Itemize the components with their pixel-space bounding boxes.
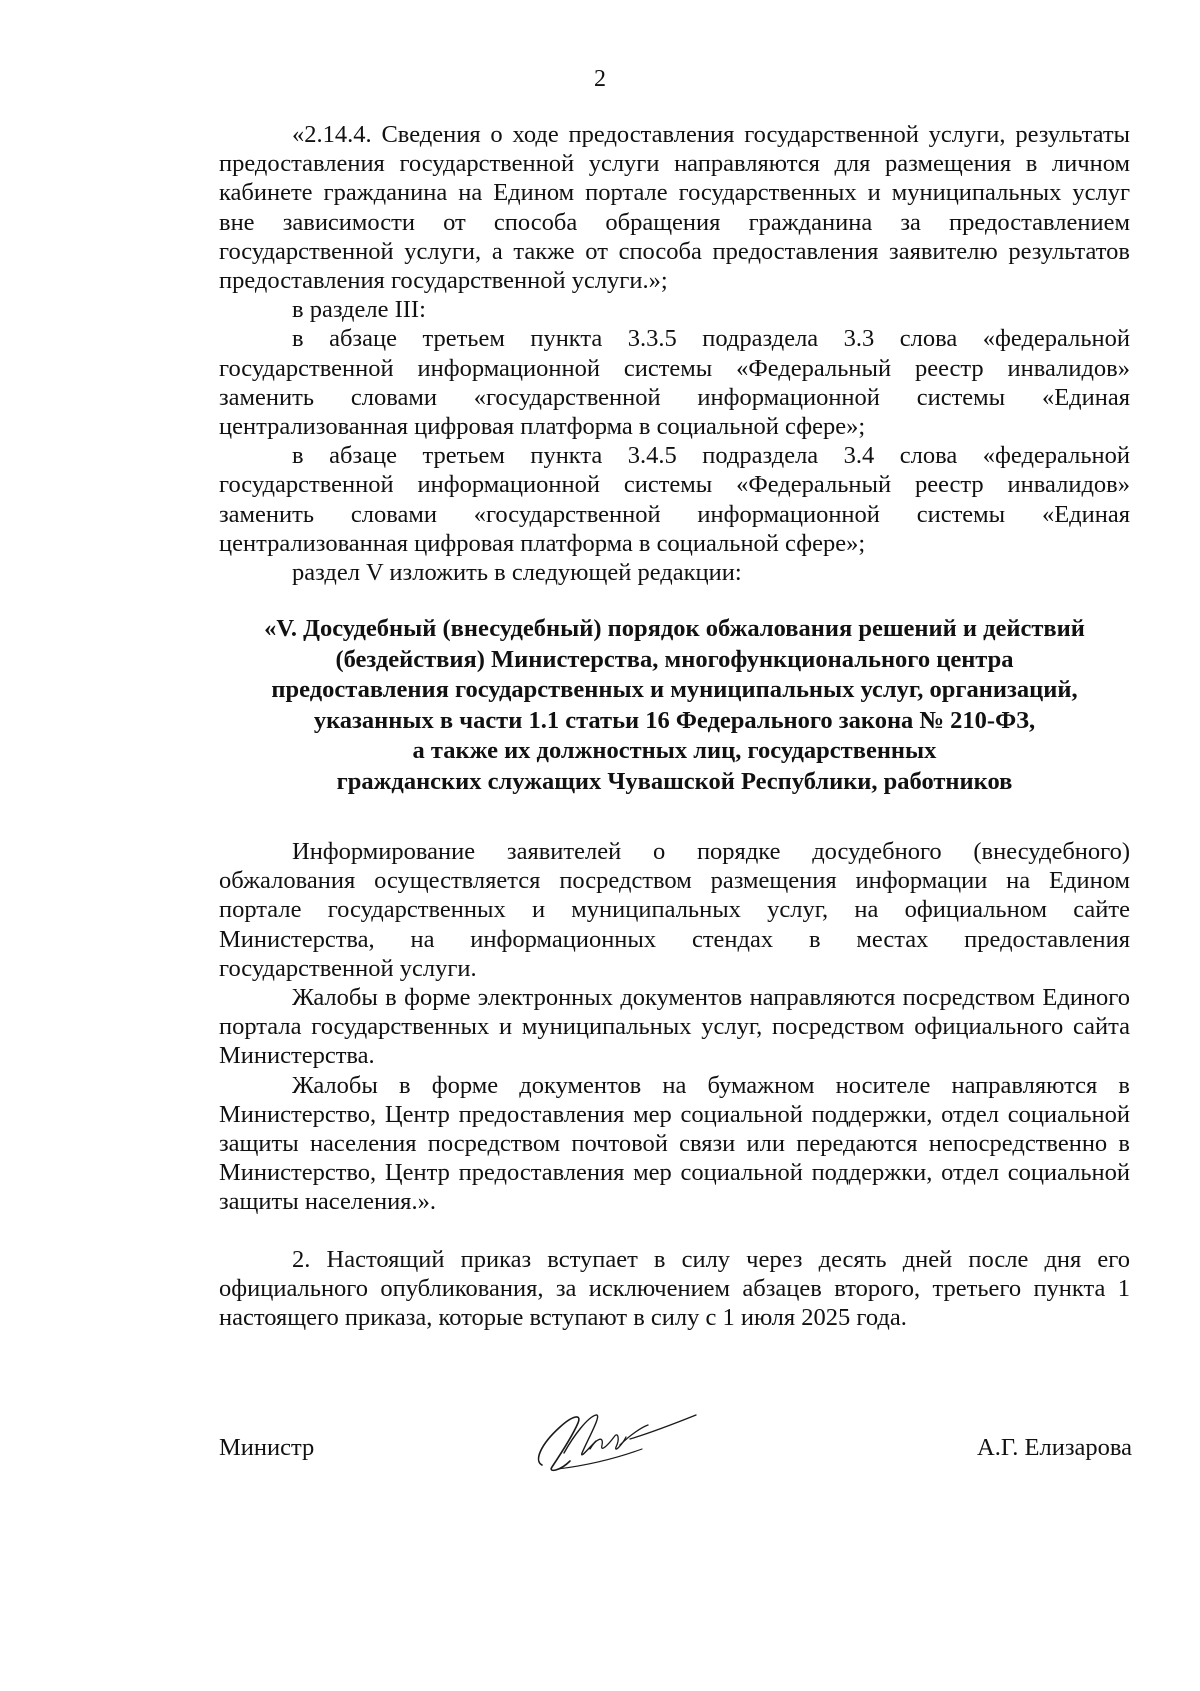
paragraph-informing: Информирование заявителей о порядке досудебного (внесудебного) обжалования осуществляется посредством размещения информации на Едином портале государственных и муниципальных услуг, на официальном сайте Министерства, на информационных стендах в местах предоставления государственной услуги.	[219, 838, 1130, 982]
final-clause-block	[219, 1245, 1130, 1333]
section-v-heading	[219, 614, 1130, 797]
paragraph-section-iii: в разделе III:	[292, 296, 426, 324]
paragraph-section-v-intro: раздел V изложить в следующей редакции:	[292, 559, 742, 587]
paragraph-electronic-complaints: Жалобы в форме электронных документов направляются посредством Единого портала государственных и муниципальных услуг, посредством официального сайта Министерства.	[219, 984, 1130, 1070]
paragraph-paper-complaints: Жалобы в форме документов на бумажном носителе направляются в Министерство, Центр предоставления мер социальной поддержки, отдел социальной защиты населения посредством почтовой связи или передаются непосредственно в Министерство, Центр предоставления мер социальной поддержки, отдел социальной защиты населения.».	[219, 1071, 1130, 1216]
signatory-title: Министр	[219, 1434, 315, 1461]
paragraph-3-3-5: в абзаце третьем пункта 3.3.5 подраздела 3.3 слова «федеральной государственной информационной системы «Федеральный реестр инвалидов» заменить словами «государственной информационной системы «Единая централизованная цифровая платформа в социальной сфере»;	[219, 325, 1130, 441]
paragraph-entry-into-force: 2. Настоящий приказ вступает в силу через десять дней после дня его официального опубликования, за исключением абзацев второго, третьего пункта 1 настоящего приказа, которые вступают в силу с 1 июля 2025 года.	[219, 1246, 1130, 1332]
signatory-name: А.Г. Елизарова	[977, 1434, 1132, 1461]
paragraph-3-4-5: в абзаце третьем пункта 3.4.5 подраздела 3.4 слова «федеральной государственной информационной системы «Федеральный реестр инвалидов» заменить словами «государственной информационной системы «Единая централизованная цифровая платформа в социальной сфере»;	[219, 442, 1130, 557]
paragraph-2-14-4: «2.14.4. Сведения о ходе предоставления государственной услуги, результаты предоставления государственной услуги направляются для размещения в личном кабинете гражданина на Едином портале государственных и муниципальных услуг вне зависимости от способа обращения гражданина за предоставлением государственной услуги, а также от способа предоставления заявителю результатов предоставления государственной услуги.»;	[219, 121, 1130, 295]
heading-line: указанных в части 1.1 статьи 16 Федерального закона № 210-ФЗ,	[313, 706, 1036, 734]
heading-line: а также их должностных лиц, государственных	[412, 737, 937, 764]
amendments-block	[219, 120, 1130, 587]
heading-line: «V. Досудебный (внесудебный) порядок обжалования решений и действий	[264, 615, 1085, 642]
heading-line: (бездействия) Министерства, многофункционального центра	[335, 645, 1014, 673]
handwritten-signature	[530, 1405, 710, 1475]
page-number: 2	[594, 66, 606, 92]
heading-line: предоставления государственных и муниципальных услуг, организаций,	[271, 676, 1078, 703]
heading-line: гражданских служащих Чувашской Республики, работников	[336, 767, 1013, 795]
section-v-body	[219, 837, 1130, 1217]
